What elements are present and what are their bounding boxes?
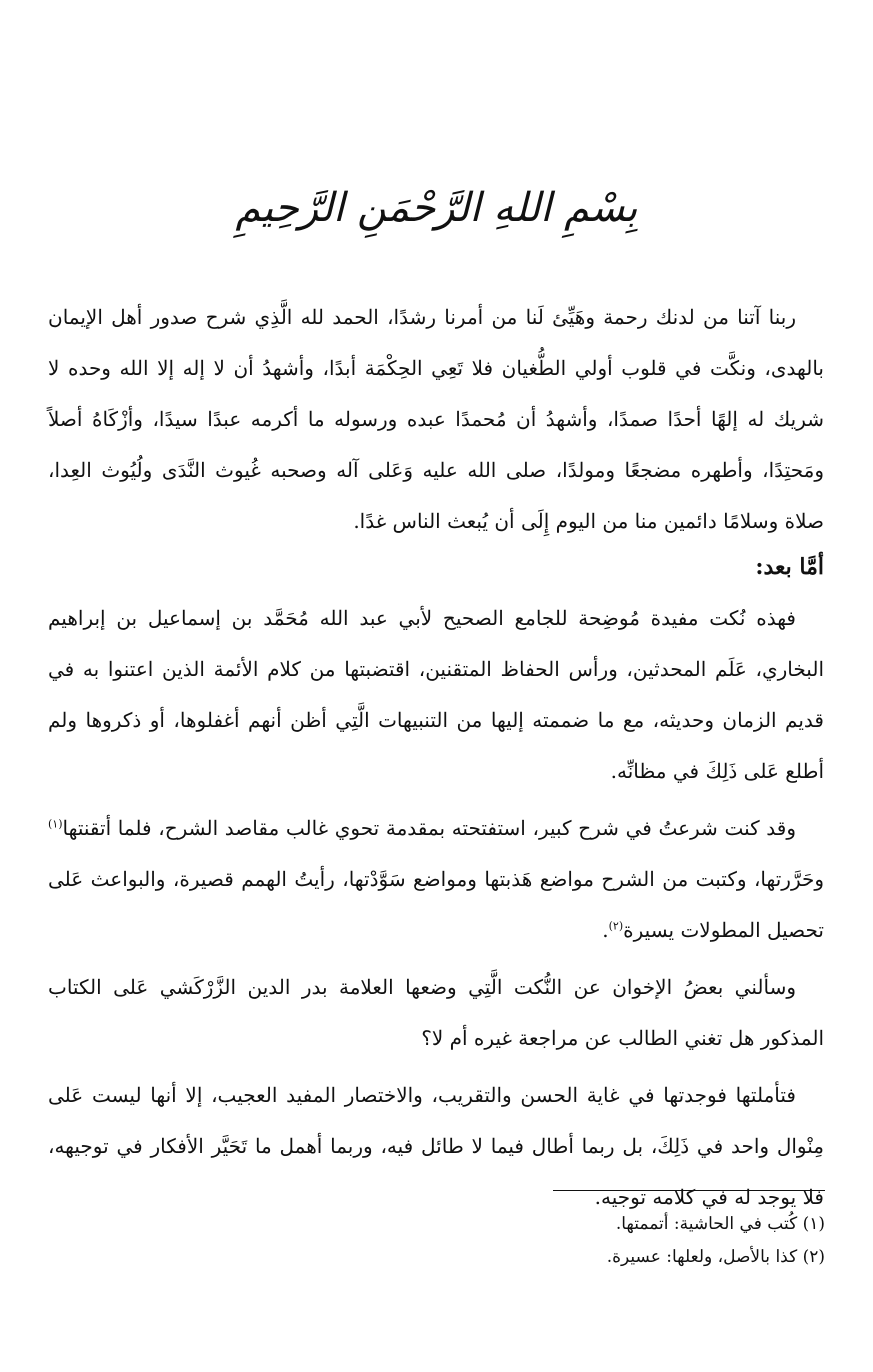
basmala-heading: [0, 178, 873, 238]
paragraph-commentary-part2: وحَرَّرتها، وكتبت من الشرح مواضع هَذبتها ومواضع سَوَّدْتها، رأيتُ الهمم قصيرة، والبواعث عَلى تحصيل المطولات يسيرة: [48, 867, 824, 942]
paragraph-assessment: فتأملتها فوجدتها في غاية الحسن والتقريب، والاختصار المفيد العجيب، إلا أنها ليست عَلى مِنْوال واحد في ذَلِكَ، بل ربما أطال فيما لا طائل فيه، وربما أهمل ما تَحَيَّر الأفكار في توجيهه، فلا يوجد له في كلامه توجيه.: [48, 1083, 824, 1209]
paragraph-commentary-part1: وقد كنت شرعتُ في شرح كبير، استفتحته بمقدمة تحوي غالب مقاصد الشرح، فلما أتقنتها: [62, 816, 796, 840]
paragraph-opening: ربنا آتنا من لدنك رحمة وهَيِّئ لَنا من أمرنا رشدًا، الحمد لله الَّذِي شرح صدور أهل الإيمان بالهدى، ونكَّت في قلوب أولي الطُّغيان فلا تَعِي الحِكْمَة أبدًا، وأشهدُ أن لا إله إلا الله وحده لا شريك له إلهًا أحدًا صمدًا، وأشهدُ أن مُحمدًا عبده ورسوله ما أكرمه عبدًا سيدًا، وأزْكَاهُ أصلاً ومَحتِدًا، وأطهره مضجعًا ومولدًا، صلى الله عليه وَعَلى آله وصحبه غُيوث النَّدَى ولُيُوث العِدا، صلاة وسلامًا دائمين منا من اليوم إِلَى أن يُبعث الناس غدًا.: [48, 305, 824, 533]
footnote-ref-1[interactable]: (١): [48, 817, 63, 831]
footnote-2: (٢) كذا بالأصل، ولعلها: عسيرة.: [606, 1247, 825, 1267]
main-text: [48, 292, 824, 1223]
footnote-ref-2[interactable]: (٢): [608, 919, 624, 933]
paragraph-intro: فهذه نُكت مفيدة مُوضِحة للجامع الصحيح لأبي عبد الله مُحَمَّد بن إسماعيل بن إبراهيم البخاري، عَلَم المحدثين، ورأس الحفاظ المتقنين، اقتضبتها من كلام الأئمة الذين اعتنوا به في قديم الزمان وحديثه، مع ما ضممته إليها من التنبيهات الَّتِي أظن أنهم أغفلوها، أو ذكروها ولم أطلع عَلى ذَلِكَ في مظانِّه.: [48, 606, 824, 783]
paragraph-commentary: [48, 803, 824, 956]
basmala-text: بِسْمِ اللهِ الرَّحْمَنِ الرَّحِيمِ: [235, 185, 638, 231]
paragraph-question: وسألني بعضُ الإخوان عن النُّكت الَّتِي وضعها العلامة بدر الدين الزَّرْكَشي عَلى الكتاب المذكور هل تغني الطالب عن مراجعة غيره أم لا؟: [48, 975, 824, 1050]
footnotes: [325, 1208, 825, 1274]
footnote-divider: [553, 1190, 825, 1191]
section-heading: أمَّا بعد:: [755, 554, 824, 580]
paragraph-commentary-part3: .: [602, 918, 609, 942]
footnote-1: (١) كُتب في الحاشية: أتممتها.: [615, 1214, 825, 1234]
